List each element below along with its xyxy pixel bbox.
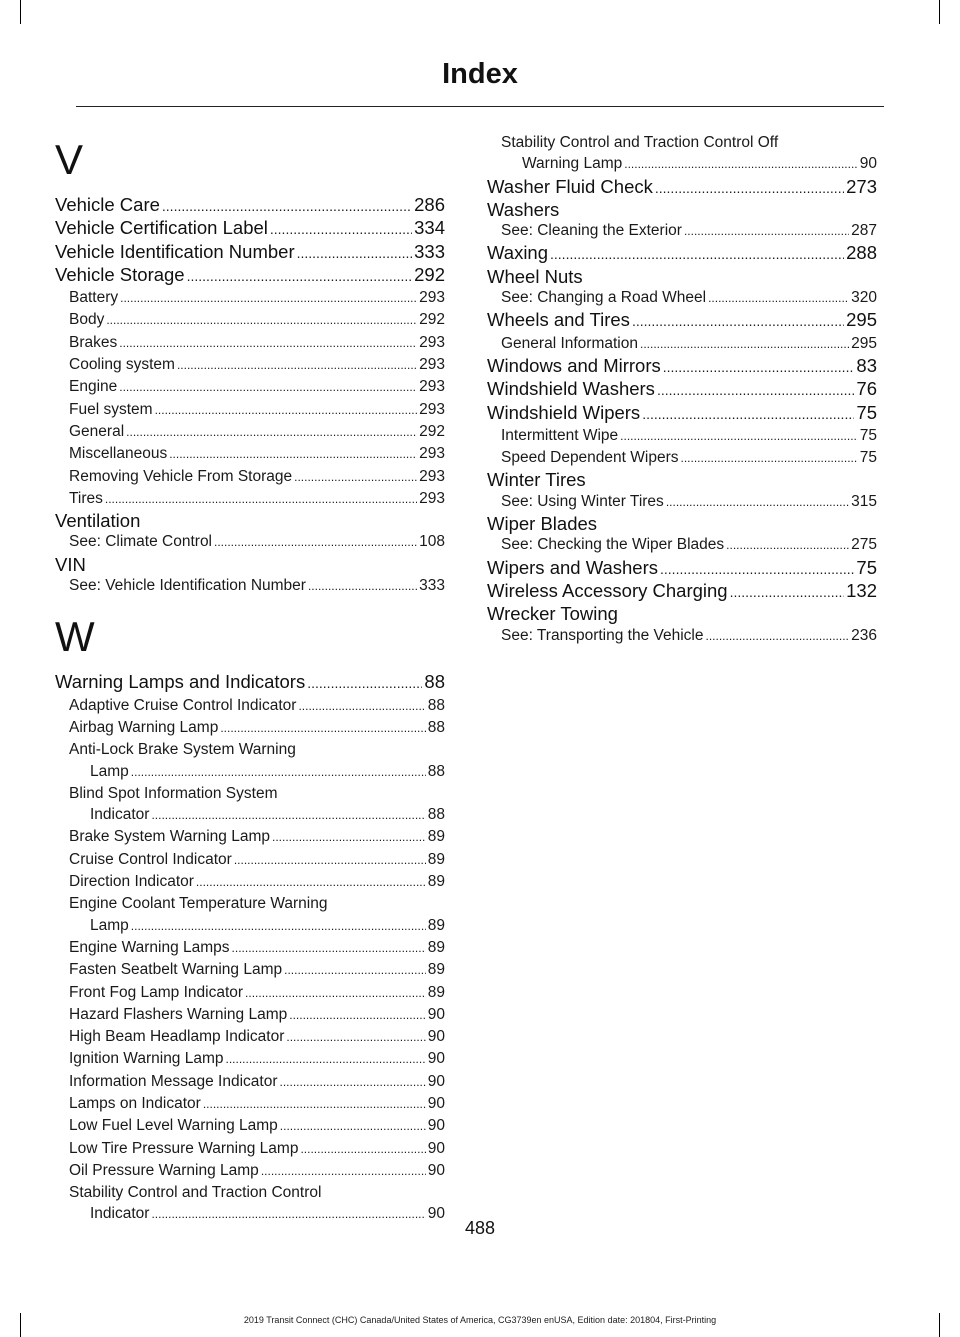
entry-continuation-text: Indicator	[90, 1205, 150, 1223]
entry-text: Stability Control and Traction Control	[69, 1184, 322, 1202]
dot-leader	[119, 333, 417, 354]
index-subentry	[55, 466, 445, 488]
section-letter: V	[55, 136, 84, 183]
dot-leader	[289, 1005, 426, 1026]
entry-text: Removing Vehicle From Storage	[69, 467, 293, 485]
index-subentry	[55, 443, 445, 465]
dot-leader	[162, 196, 412, 217]
entry-text: Windshield Wipers	[487, 401, 641, 423]
dot-leader	[706, 626, 850, 647]
entry-text: Fuel system	[69, 400, 153, 418]
dot-leader	[261, 1161, 426, 1182]
entry-text: Cruise Control Indicator	[69, 850, 232, 868]
entry-page-number: 108	[419, 533, 445, 551]
dot-leader	[155, 400, 418, 421]
index-subentry	[487, 220, 877, 242]
dot-leader	[203, 1094, 426, 1115]
dot-leader	[169, 444, 417, 465]
dot-leader	[681, 448, 858, 469]
entry-text: Windshield Washers	[487, 378, 655, 400]
entry-page-number: 76	[856, 378, 877, 400]
index-entry	[55, 671, 445, 694]
dot-leader	[298, 696, 425, 717]
index-subentry	[487, 333, 877, 355]
entry-page-number: 88	[427, 806, 445, 824]
index-subentry	[55, 849, 445, 871]
index-subentry	[55, 1138, 445, 1160]
entry-page-number: 88	[424, 671, 445, 693]
index-entry	[487, 199, 877, 220]
dot-leader	[214, 532, 417, 553]
index-subentry	[55, 1048, 445, 1070]
dot-leader	[280, 1116, 426, 1137]
index-entry	[55, 264, 445, 287]
entry-page-number: 236	[851, 626, 877, 644]
index-subentry	[55, 695, 445, 717]
index-subentry	[55, 421, 445, 443]
entry-page-number: 286	[414, 194, 445, 215]
index-entry	[55, 241, 445, 264]
index-subentry	[487, 447, 877, 469]
index-subentry	[55, 354, 445, 376]
index-entry	[487, 580, 877, 603]
entry-page-number: 293	[419, 489, 445, 507]
index-subentry	[55, 376, 445, 398]
entry-text: See: Transporting the Vehicle	[501, 626, 704, 644]
index-entry	[487, 176, 877, 199]
dot-leader	[640, 334, 849, 355]
index-subentry	[55, 893, 445, 937]
entry-text: Airbag Warning Lamp	[69, 718, 219, 736]
index-subentry	[55, 1026, 445, 1048]
index-entry	[487, 355, 877, 378]
entry-continuation-text: Indicator	[90, 806, 150, 824]
entry-text: Vehicle Care	[55, 194, 160, 215]
dot-leader	[726, 535, 849, 556]
entry-text: Tires	[69, 489, 103, 507]
entry-text: Cooling system	[69, 356, 175, 374]
entry-text: Anti-Lock Brake System Warning	[69, 741, 296, 759]
entry-text: Ventilation	[55, 510, 141, 532]
entry-page-number: 315	[851, 492, 877, 510]
entry-page-number: 333	[419, 577, 445, 595]
entry-page-number: 90	[427, 1094, 445, 1112]
entry-page-number: 89	[427, 873, 445, 891]
entry-text: See: Vehicle Identification Number	[69, 577, 306, 595]
entry-text: See: Climate Control	[69, 533, 213, 551]
dot-leader	[286, 1027, 425, 1048]
entry-text: Adaptive Cruise Control Indicator	[69, 696, 297, 714]
entry-text: Engine Coolant Temperature Warning	[69, 895, 328, 913]
entry-page-number: 90	[427, 1161, 445, 1179]
entry-text: Lamps on Indicator	[69, 1094, 201, 1112]
entry-page-number: 295	[851, 334, 877, 352]
entry-text: Washers	[487, 198, 560, 220]
dot-leader	[624, 154, 858, 175]
entry-text: See: Changing a Road Wheel	[501, 289, 707, 307]
index-subentry	[55, 871, 445, 893]
entry-text: Wheel Nuts	[487, 265, 583, 287]
dot-leader	[177, 355, 417, 376]
entry-page-number: 293	[419, 400, 445, 418]
dot-leader	[196, 872, 426, 893]
entry-text: Wrecker Towing	[487, 603, 618, 625]
crop-mark-top-right	[939, 0, 940, 24]
dot-leader	[550, 244, 844, 265]
dot-leader	[232, 938, 426, 959]
dot-leader	[642, 404, 854, 425]
entry-text: Washer Fluid Check	[487, 175, 653, 197]
entry-text: Speed Dependent Wipers	[501, 449, 679, 467]
dot-leader	[663, 357, 855, 378]
dot-leader	[280, 1072, 426, 1093]
index-entry	[487, 242, 877, 265]
entry-page-number: 275	[851, 536, 877, 554]
entry-text: Waxing	[487, 242, 549, 264]
entry-page-number: 333	[414, 240, 445, 262]
entry-text: General	[69, 422, 125, 440]
dot-leader	[307, 673, 422, 694]
dot-leader	[245, 983, 426, 1004]
entry-page-number: 287	[851, 222, 877, 240]
index-column-right	[487, 132, 877, 647]
entry-page-number: 288	[846, 242, 877, 264]
section-letter: W	[55, 613, 95, 661]
index-subentry	[487, 534, 877, 556]
entry-page-number: 89	[427, 916, 445, 934]
dot-leader	[131, 762, 426, 783]
dot-leader	[151, 805, 425, 826]
entry-page-number: 90	[859, 155, 877, 173]
entry-text: Wipers and Washers	[487, 556, 659, 578]
entry-text: Low Tire Pressure Warning Lamp	[69, 1139, 299, 1157]
entry-page-number: 293	[419, 333, 445, 351]
dot-leader	[632, 311, 844, 332]
index-subentry	[487, 132, 877, 176]
dot-leader	[708, 288, 849, 309]
entry-page-number: 89	[427, 961, 445, 979]
index-subentry	[55, 937, 445, 959]
index-subentry	[55, 826, 445, 848]
entry-page-number: 88	[427, 762, 445, 780]
dot-leader	[131, 916, 426, 937]
entry-text: Warning Lamps and Indicators	[55, 671, 306, 693]
entry-page-number: 293	[419, 378, 445, 396]
dot-leader	[220, 718, 425, 739]
entry-text: Engine Warning Lamps	[69, 938, 230, 956]
entry-text: Front Fog Lamp Indicator	[69, 983, 244, 1001]
index-entry	[55, 217, 445, 240]
dot-leader	[272, 827, 426, 848]
index-subentry	[55, 1093, 445, 1115]
entry-page-number: 90	[427, 1028, 445, 1046]
dot-leader	[284, 960, 426, 981]
index-subentry	[487, 425, 877, 447]
entry-page-number: 292	[419, 422, 445, 440]
entry-continuation-text: Lamp	[90, 916, 129, 934]
entry-text: See: Using Winter Tires	[501, 492, 664, 510]
dot-leader	[105, 489, 417, 510]
footer-edition-note: 2019 Transit Connect (CHC) Canada/United States of America, CG3739en enUSA, Edition date: 201804, First-Printing	[243, 1315, 717, 1325]
entry-page-number: 132	[846, 579, 877, 601]
index-entry	[55, 510, 445, 531]
entry-page-number: 90	[427, 1117, 445, 1135]
index-entry	[487, 402, 877, 425]
entry-text: High Beam Headlamp Indicator	[69, 1028, 285, 1046]
index-subentry	[487, 491, 877, 513]
index-entry	[487, 557, 877, 580]
entry-text: Vehicle Storage	[55, 263, 185, 285]
index-subentry	[55, 959, 445, 981]
entry-page-number: 293	[419, 289, 445, 307]
header-rule	[76, 106, 884, 107]
dot-leader	[297, 243, 413, 264]
dot-leader	[294, 467, 417, 488]
index-entry	[487, 603, 877, 624]
index-subentry	[55, 399, 445, 421]
index-column-left	[55, 132, 445, 1226]
entry-page-number: 295	[846, 309, 877, 331]
index-entry	[487, 378, 877, 401]
page-title: Index	[442, 58, 518, 90]
entry-text: Windows and Mirrors	[487, 354, 661, 376]
entry-page-number: 75	[859, 449, 877, 467]
entry-text: Low Fuel Level Warning Lamp	[69, 1117, 278, 1135]
entry-text: Engine	[69, 378, 118, 396]
entry-page-number: 90	[427, 1139, 445, 1157]
index-entry	[487, 309, 877, 332]
entry-text: Ignition Warning Lamp	[69, 1050, 224, 1068]
entry-page-number: 90	[427, 1072, 445, 1090]
entry-page-number: 320	[851, 289, 877, 307]
index-subentry	[55, 783, 445, 827]
entry-text: Wheels and Tires	[487, 309, 630, 331]
dot-leader	[666, 492, 849, 513]
entry-text: Wireless Accessory Charging	[487, 579, 728, 601]
index-entry	[55, 554, 445, 575]
entry-page-number: 293	[419, 467, 445, 485]
index-subentry	[55, 488, 445, 510]
index-entry	[487, 469, 877, 490]
entry-text: VIN	[55, 553, 86, 575]
index-subentry	[55, 531, 445, 553]
dot-leader	[106, 310, 417, 331]
entry-text: Vehicle Identification Number	[55, 240, 295, 262]
index-subentry	[55, 309, 445, 331]
entry-page-number: 83	[856, 354, 877, 376]
entry-page-number: 89	[427, 850, 445, 868]
entry-page-number: 75	[856, 401, 877, 423]
entry-text: Winter Tires	[487, 469, 586, 491]
entry-text: Stability Control and Traction Control Off	[501, 134, 779, 151]
entry-page-number: 90	[427, 1005, 445, 1023]
entry-page-number: 293	[419, 356, 445, 374]
entry-page-number: 293	[419, 445, 445, 463]
index-subentry	[487, 625, 877, 647]
entry-page-number: 273	[846, 175, 877, 197]
entry-page-number: 89	[427, 938, 445, 956]
page-number: 488	[464, 1218, 496, 1238]
index-subentry	[55, 739, 445, 783]
entry-page-number: 89	[427, 983, 445, 1001]
index-subentry	[55, 717, 445, 739]
entry-text: Brakes	[69, 333, 118, 351]
entry-text: Vehicle Certification Label	[55, 217, 268, 239]
dot-leader	[120, 288, 417, 309]
index-subentry	[55, 1115, 445, 1137]
entry-page-number: 88	[427, 718, 445, 736]
dot-leader	[300, 1139, 425, 1160]
entry-text: Miscellaneous	[69, 445, 168, 463]
entry-page-number: 90	[427, 1050, 445, 1068]
entry-text: Information Message Indicator	[69, 1072, 278, 1090]
entry-page-number: 88	[427, 696, 445, 714]
index-entry	[55, 194, 445, 217]
entry-text: Intermittent Wipe	[501, 426, 619, 444]
dot-leader	[730, 582, 845, 603]
entry-text: Brake System Warning Lamp	[69, 828, 271, 846]
entry-page-number: 75	[856, 556, 877, 578]
entry-page-number: 75	[859, 426, 877, 444]
entry-text: See: Checking the Wiper Blades	[501, 536, 725, 554]
dot-leader	[657, 380, 854, 401]
dot-leader	[187, 266, 413, 287]
index-subentry	[55, 332, 445, 354]
dot-leader	[119, 377, 417, 398]
entry-continuation-text: Lamp	[90, 762, 129, 780]
entry-page-number: 90	[427, 1205, 445, 1223]
entry-text: Wiper Blades	[487, 513, 598, 535]
entry-text: Fasten Seatbelt Warning Lamp	[69, 961, 283, 979]
entry-continuation-text: Warning Lamp	[522, 155, 623, 173]
index-entry	[487, 266, 877, 287]
index-subentry	[55, 1071, 445, 1093]
crop-mark-top-left	[20, 0, 21, 24]
dot-leader	[126, 422, 417, 443]
dot-leader	[226, 1049, 426, 1070]
entry-text: Battery	[69, 289, 119, 307]
index-subentry	[487, 287, 877, 309]
index-entry	[487, 513, 877, 534]
entry-text: Direction Indicator	[69, 873, 194, 891]
index-subentry	[55, 1160, 445, 1182]
entry-page-number: 292	[414, 263, 445, 285]
dot-leader	[308, 576, 417, 597]
entry-text: See: Cleaning the Exterior	[501, 222, 682, 240]
index-subentry	[55, 287, 445, 309]
entry-page-number: 89	[427, 828, 445, 846]
dot-leader	[684, 221, 849, 242]
entry-text: Blind Spot Information System	[69, 784, 278, 802]
dot-leader	[270, 219, 412, 240]
dot-leader	[660, 559, 854, 580]
entry-text: Hazard Flashers Warning Lamp	[69, 1005, 288, 1023]
index-subentry	[55, 575, 445, 597]
entry-page-number: 334	[414, 217, 445, 239]
entry-text: Oil Pressure Warning Lamp	[69, 1161, 259, 1179]
index-subentry	[55, 982, 445, 1004]
dot-leader	[234, 850, 426, 871]
entry-text: General Information	[501, 334, 638, 352]
entry-page-number: 292	[419, 311, 445, 329]
entry-text: Body	[69, 311, 105, 329]
index-subentry	[55, 1004, 445, 1026]
dot-leader	[655, 178, 844, 199]
dot-leader	[620, 426, 858, 447]
